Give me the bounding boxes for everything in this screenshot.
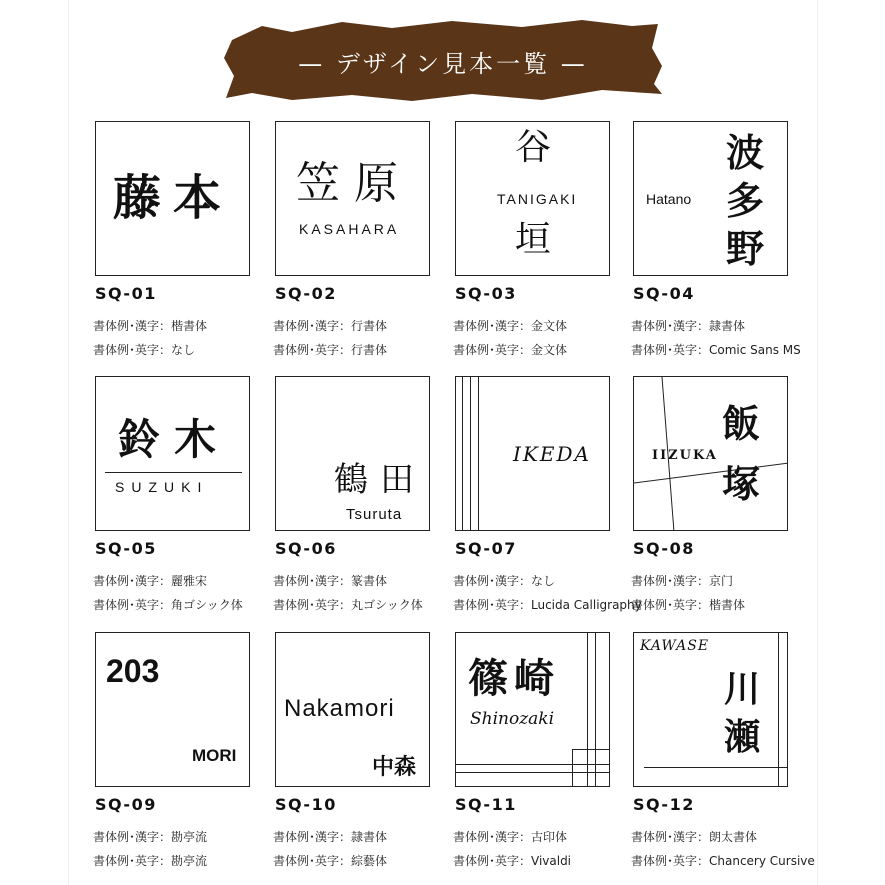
corner-line bbox=[572, 749, 610, 750]
sample-english: Hatano bbox=[646, 191, 692, 207]
kanji-font-info: 書体例･漢字：なし bbox=[453, 574, 556, 588]
vertical-line bbox=[470, 377, 471, 531]
design-code: SQ-02 bbox=[275, 284, 337, 303]
kanji-font-info: 書体例･漢字：古印体 bbox=[453, 830, 568, 844]
horizontal-line bbox=[644, 767, 788, 768]
divider-line bbox=[105, 472, 242, 473]
sample-plate bbox=[275, 121, 430, 276]
vertical-line bbox=[587, 633, 588, 787]
kanji-font-info: 書体例･漢字：金文体 bbox=[453, 319, 568, 333]
sample-english: IKEDA bbox=[513, 442, 591, 466]
design-item-sq-12[interactable] bbox=[633, 632, 823, 872]
english-font-info: 書体例･英字：角ゴシック体 bbox=[93, 598, 243, 612]
sample-english: TANIGAKI bbox=[497, 191, 578, 207]
sample-kanji-1: 波 bbox=[726, 131, 765, 175]
banner-title: — デザイン見本一覧 — bbox=[298, 49, 588, 78]
design-code: SQ-06 bbox=[275, 539, 337, 558]
kanji-font-info: 書体例･漢字：隷書体 bbox=[273, 830, 388, 844]
sample-english: SUZUKI bbox=[115, 479, 209, 495]
kanji-font-info: 書体例･漢字：京门 bbox=[631, 574, 734, 588]
sample-kanji-2: 田 bbox=[380, 460, 414, 500]
design-item-sq-02[interactable] bbox=[275, 121, 465, 361]
sample-plate bbox=[633, 376, 788, 531]
english-font-info: 書体例･英字：Vivaldi bbox=[453, 854, 572, 868]
design-item-sq-08[interactable] bbox=[633, 376, 823, 616]
sample-english: IIZUKA bbox=[652, 448, 718, 463]
sample-kanji-2: 瀬 bbox=[724, 716, 761, 758]
english-font-info: 書体例･英字：金文体 bbox=[453, 343, 568, 357]
vertical-line bbox=[778, 633, 779, 787]
design-code: SQ-08 bbox=[633, 539, 695, 558]
sample-plate bbox=[275, 632, 430, 787]
design-code: SQ-10 bbox=[275, 795, 337, 814]
design-item-sq-10[interactable] bbox=[275, 632, 465, 872]
kanji-font-info: 書体例･漢字：篆書体 bbox=[273, 574, 388, 588]
kanji-font-info: 書体例･漢字：楷書体 bbox=[93, 319, 208, 333]
sample-number: 203 bbox=[106, 653, 160, 689]
kanji-font-info: 書体例･漢字：隷書体 bbox=[631, 319, 746, 333]
sample-plate bbox=[95, 376, 250, 531]
sample-plate bbox=[95, 121, 250, 276]
vertical-line bbox=[478, 377, 479, 531]
english-font-info: 書体例･英字：丸ゴシック体 bbox=[273, 598, 423, 612]
sample-kanji: 藤本 bbox=[113, 170, 234, 226]
sample-english: Tsuruta bbox=[346, 506, 403, 523]
design-code: SQ-11 bbox=[455, 795, 517, 814]
sample-english: KASAHARA bbox=[299, 221, 400, 237]
design-item-sq-03[interactable] bbox=[455, 121, 645, 361]
design-item-sq-04[interactable] bbox=[633, 121, 823, 361]
design-item-sq-05[interactable] bbox=[95, 376, 285, 616]
design-code: SQ-09 bbox=[95, 795, 157, 814]
sample-kanji-1: 飯 bbox=[722, 401, 761, 446]
design-item-sq-01[interactable] bbox=[95, 121, 285, 361]
english-font-info: 書体例･英字：勘亭流 bbox=[93, 854, 208, 868]
sample-english: Shinozaki bbox=[470, 709, 555, 729]
sample-plate bbox=[275, 376, 430, 531]
kanji-font-info: 書体例･漢字：麗雅宋 bbox=[93, 574, 208, 588]
english-font-info: 書体例･英字：Lucida Calligraphy bbox=[453, 598, 642, 612]
english-font-info: 書体例･英字：Chancery Cursive bbox=[631, 854, 815, 868]
sample-english: MORI bbox=[192, 746, 237, 765]
sample-kanji-bottom: 垣 bbox=[515, 219, 552, 260]
sample-kanji-top: 谷 bbox=[515, 127, 552, 168]
english-font-info: 書体例･英字：楷書体 bbox=[631, 598, 746, 612]
english-font-info: 書体例･英字：綜藝体 bbox=[273, 854, 388, 868]
english-font-info: 書体例･英字：なし bbox=[93, 343, 196, 357]
sample-plate bbox=[95, 632, 250, 787]
sample-english: Nakamori bbox=[284, 695, 395, 722]
sample-kanji: 中森 bbox=[372, 755, 417, 780]
sample-kanji-3: 野 bbox=[726, 227, 765, 271]
sample-plate bbox=[455, 632, 610, 787]
sample-plate bbox=[633, 121, 788, 276]
english-font-info: 書体例･英字：行書体 bbox=[273, 343, 388, 357]
design-item-sq-06[interactable] bbox=[275, 376, 465, 616]
design-code: SQ-04 bbox=[633, 284, 695, 303]
sample-kanji: 笠原 bbox=[296, 158, 412, 209]
corner-line bbox=[572, 749, 573, 787]
design-code: SQ-03 bbox=[455, 284, 517, 303]
kanji-font-info: 書体例･漢字：勘亭流 bbox=[93, 830, 208, 844]
sample-kanji-2: 多 bbox=[726, 179, 765, 223]
vertical-line bbox=[595, 633, 596, 787]
sample-english: KAWASE bbox=[640, 638, 710, 654]
english-font-info: 書体例･英字：Comic Sans MS bbox=[631, 343, 801, 357]
sample-plate bbox=[455, 121, 610, 276]
vertical-line bbox=[462, 377, 463, 531]
kanji-font-info: 書体例･漢字：朗太書体 bbox=[631, 830, 758, 844]
design-item-sq-07[interactable] bbox=[455, 376, 645, 616]
sample-kanji-2: 塚 bbox=[722, 461, 761, 506]
sample-kanji-1: 川 bbox=[724, 668, 761, 710]
sample-plate bbox=[455, 376, 610, 531]
sample-plate bbox=[633, 632, 788, 787]
sample-kanji-1: 鶴 bbox=[334, 460, 368, 500]
kanji-font-info: 書体例･漢字：行書体 bbox=[273, 319, 388, 333]
design-item-sq-09[interactable] bbox=[95, 632, 285, 872]
design-code: SQ-12 bbox=[633, 795, 695, 814]
design-code: SQ-01 bbox=[95, 284, 157, 303]
sample-kanji: 鈴木 bbox=[118, 415, 231, 464]
design-code: SQ-07 bbox=[455, 539, 517, 558]
sample-kanji: 篠崎 bbox=[468, 655, 560, 702]
design-code: SQ-05 bbox=[95, 539, 157, 558]
design-item-sq-11[interactable] bbox=[455, 632, 645, 872]
